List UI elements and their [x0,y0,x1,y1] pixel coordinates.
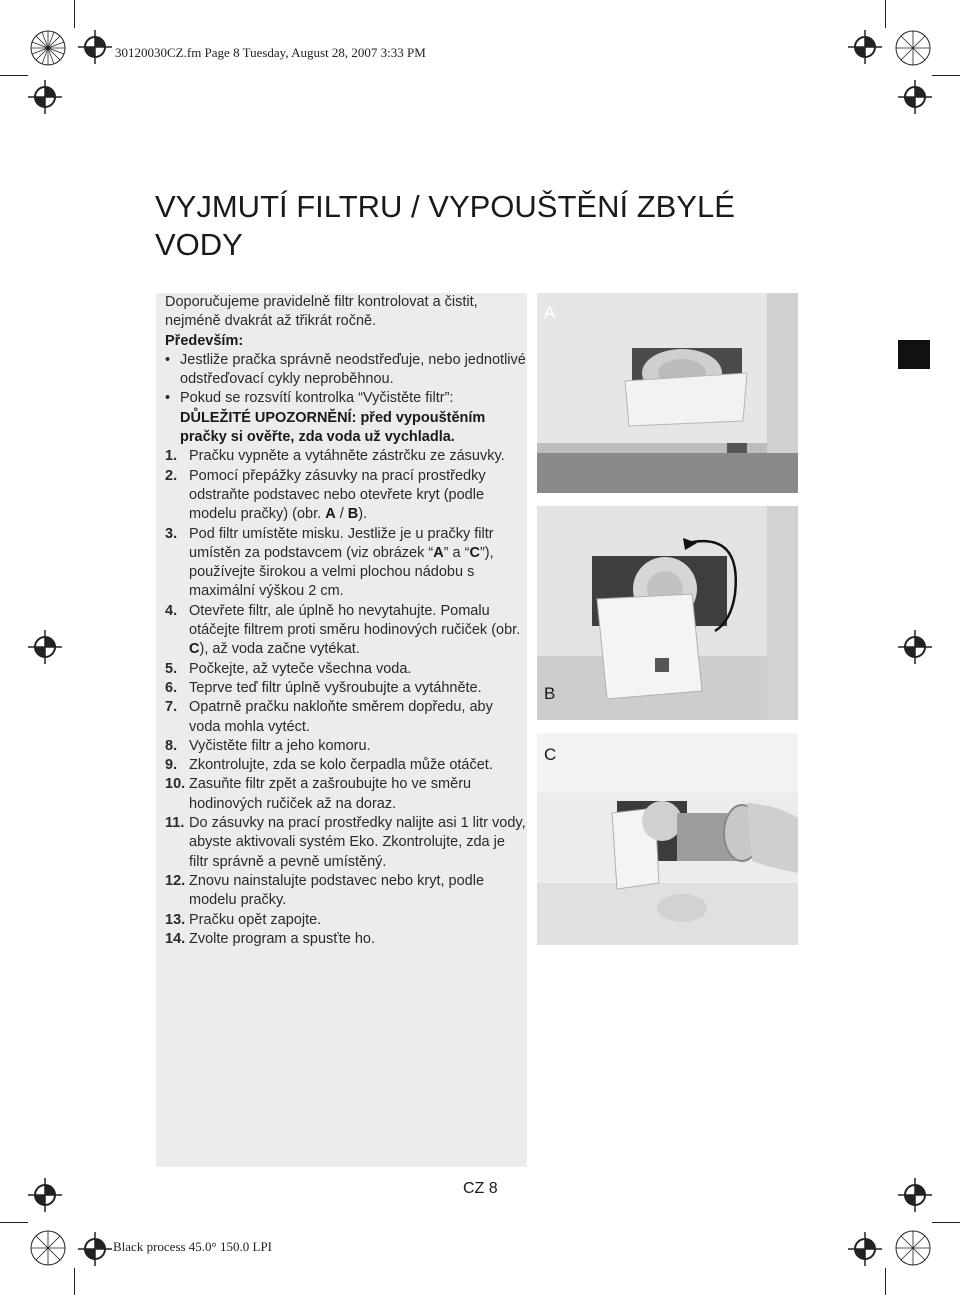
step-text: Pomocí přepážky zásuvky na prací prostředky odstraňte podstavec nebo otevřete kryt (podle modelu pračky) (obr. [189,467,486,523]
figure-a-label: A [544,303,556,322]
step-number: 8. [165,737,178,754]
registration-mark-icon [28,1228,68,1268]
step-number: 5. [165,660,178,677]
bullet-text: Jestliže pračka správně neodstřeďuje, nebo jednotlivé odstřeďovací cykly neproběhnou. [180,351,526,388]
step-item [165,872,527,911]
step-text: Opatrně pračku nakloňte směrem dopředu, aby voda mohla vytéct. [189,699,493,735]
step-number: 1. [165,448,178,465]
step-number: 3. [165,525,178,542]
crop-line [74,1268,75,1295]
step-item [165,698,527,737]
registration-mark-icon [893,1228,933,1268]
step-item [165,447,527,466]
registration-mark-icon [893,28,933,68]
step-text: Pračku vypněte a vytáhněte zástrčku ze zásuvky. [189,448,505,465]
crop-line [74,0,75,28]
step-item [165,679,527,698]
step-text: Teprve teď filtr úplně vyšroubujte a vytáhněte. [189,679,482,696]
registration-mark-icon [28,630,62,664]
bullet-item [165,351,527,390]
step-number: 7. [165,699,178,716]
bullet-dot: • [165,390,171,407]
figure-b-label: B [544,684,556,703]
step-text: Pračku opět zapojte. [189,911,322,928]
step-text: ”), používejte širokou a velmi plochou nádobu s maximální výškou 2 cm. [189,544,494,600]
bullet-item [165,389,527,447]
step-text: C [469,544,480,561]
crop-line [885,1268,886,1295]
step-item [165,814,527,872]
page-number: CZ 8 [463,1180,498,1197]
step-item [165,660,527,679]
step-number: 6. [165,679,178,696]
registration-mark-icon [78,30,112,64]
step-number: 11. [165,815,185,832]
crop-line [0,1222,28,1223]
instructions-content [165,293,527,949]
step-number: 10. [165,776,186,793]
figure-a-photo [537,293,798,493]
steps-list [165,447,527,949]
step-text: Pod filtr umístěte misku. Jestliže je u pračky filtr umístěn za podstavcem (viz obrázek “ [189,525,494,561]
step-text: Do zásuvky na prací prostředky nalijte asi 1 litr vody, abyste aktivovali systém Eko. Zkontrolujte, zda je filtr správně a pevně umístěný. [189,815,526,870]
figure-b-photo [537,506,798,720]
step-text: / [335,506,348,523]
print-footer-info: Black process 45.0° 150.0 LPI [113,1239,273,1254]
crop-line [885,0,886,28]
step-text: ” a “ [443,544,470,561]
especially-label: Především: [165,332,244,349]
step-text: ), až voda začne vytékat. [199,641,360,658]
section-tab-marker [898,340,930,369]
step-item [165,911,527,930]
step-item [165,930,527,949]
step-number: 9. [165,757,178,774]
step-text: A [433,544,444,561]
crop-line [932,1222,960,1223]
step-number: 4. [165,602,178,619]
step-text: Znovu nainstalujte podstavec nebo kryt, podle modelu pračky. [189,872,485,909]
bullet-dot: • [165,351,171,368]
registration-mark-icon [848,1232,882,1266]
intro-text: Doporučujeme pravidelně filtr kontrolovat a čistit, nejméně dvakrát až třikrát ročně. [165,294,478,330]
step-text: C [189,641,200,658]
registration-mark-icon [28,28,68,68]
figure-c-illustration [537,733,798,945]
step-number: 2. [165,467,178,484]
step-text: Vyčistěte filtr a jeho komoru. [189,737,371,754]
figure-a-illustration [537,293,798,493]
step-text: A [325,506,336,523]
step-text: Počkejte, až vyteče všechna voda. [189,660,412,677]
step-item [165,602,527,660]
step-text: Zkontrolujte, zda se kolo čerpadla může otáčet. [189,757,493,774]
step-text: Zvolte program a spusťte ho. [189,930,375,947]
warning-text: DŮLEŽITÉ UPOZORNĚNÍ: před vypouštěním pračky si ověřte, zda voda už vychladla. [180,409,486,446]
step-text: Otevřete filtr, ale úplně ho nevytahujte. Pomalu otáčejte filtrem proti směru hodinových ručiček (obr. [189,602,521,639]
figure-c-photo [537,733,798,945]
registration-mark-icon [898,80,932,114]
step-number: 12. [165,872,186,889]
step-text: ). [358,506,368,523]
step-number: 14. [165,930,186,947]
crop-line [0,75,28,76]
figure-b-illustration [537,506,798,720]
registration-mark-icon [28,1178,62,1212]
step-item [165,775,527,814]
registration-mark-icon [848,30,882,64]
figure-c-label: C [544,745,557,764]
step-item [165,525,527,602]
crop-line [932,75,960,76]
step-item [165,737,527,756]
step-text: Zasuňte filtr zpět a zašroubujte ho ve směru hodinových ručiček až na doraz. [189,776,472,812]
step-text: B [347,506,359,523]
registration-mark-icon [28,80,62,114]
step-number: 13. [165,911,186,928]
page-title: VYJMUTÍ FILTRU / VYPOUŠTĚNÍ ZBYLÉ VODY [155,189,735,262]
step-item [165,756,527,775]
step-item [165,467,527,525]
registration-mark-icon [898,630,932,664]
registration-mark-icon [898,1178,932,1212]
print-header-info: 30120030CZ.fm Page 8 Tuesday, August 28, 2007 3:33 PM [115,45,426,60]
registration-mark-icon [78,1232,112,1266]
bullet-text: Pokud se rozsvítí kontrolka “Vyčistěte filtr”: [180,390,454,407]
